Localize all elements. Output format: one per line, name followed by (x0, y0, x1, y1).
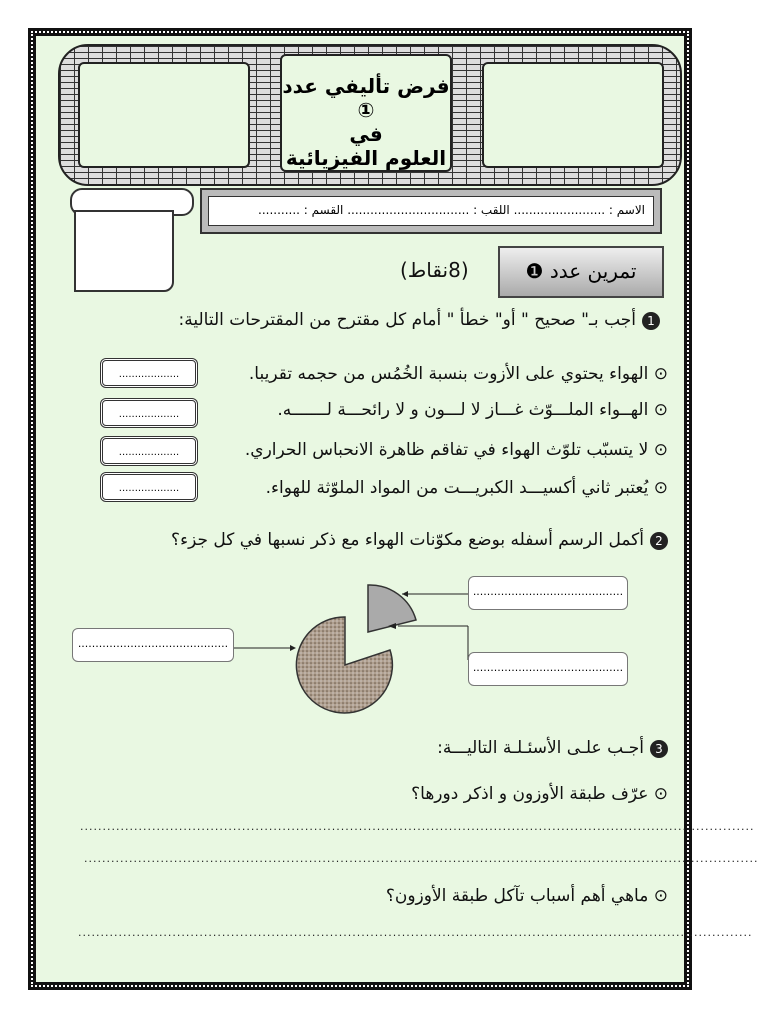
q1-item: ⊙ الهواء يحتوي على الأزوت بنسبة الخُمُس من حجمه تقريبا. (248, 364, 668, 384)
q3-sub1-text: عرّف طبقة الأوزون و اذكر دورها؟ (411, 784, 649, 804)
header-title-panel (280, 54, 452, 172)
answer-box[interactable]: ................... (100, 398, 198, 428)
q2-text: أكمل الرسم أسفله بوضع مكوّنات الهواء مع ذكر نسبها في كل جزء؟ (171, 530, 644, 550)
q3-text: أجـب علـى الأسئـلـة التاليـــة: (437, 738, 644, 758)
air-composition-pie (230, 570, 470, 700)
q3-number: 3 (650, 740, 668, 758)
q3-sub2: ⊙ ماهي أهم أسباب تآكل طبقة الأوزون؟ (385, 886, 668, 906)
answer-box[interactable]: ................... (100, 436, 198, 466)
exam-title-in: في (349, 122, 383, 146)
pie-large-slice (296, 617, 392, 713)
exam-title: فرض تأليفي عدد ① (282, 74, 450, 122)
q1-item: ⊙ الهــواء الملـــوّث غـــاز لا لـــون و لا رائحـــة لـــــــه. (277, 400, 668, 420)
header-right-panel (482, 62, 664, 168)
answer-box[interactable]: ................... (100, 358, 198, 388)
q1-text: أجب بـ" صحيح " أو" خطأ " أمام كل مقترح من المقترحات التالية: (178, 310, 636, 330)
student-info-box (200, 188, 662, 234)
q1-item: ⊙ لا يتسبّب تلوّث الهواء في تفاقم ظاهرة الانحباس الحراري. (244, 440, 668, 460)
q1-item-text: الهــواء الملـــوّث غـــاز لا لـــون و لا رائحـــة لـــــــه. (277, 400, 649, 420)
q1-instruction (179, 310, 660, 330)
q3-sub2-text: ماهي أهم أسباب تآكل طبقة الأوزون؟ (385, 886, 649, 906)
q1-item: ⊙ يُعتبر ثاني أكسيـــد الكبريـــت من المواد الملوّثة للهواء. (265, 478, 668, 498)
exam-subject: العلوم الفيزيائية (285, 146, 447, 170)
pie-label-bottom-right[interactable]: ........................................... (468, 652, 628, 686)
q1-item-text: الهواء يحتوي على الأزوت بنسبة الخُمُس من حجمه تقريبا. (248, 364, 649, 384)
answer-line[interactable]: ...................................................................................................................................................... (80, 820, 755, 833)
header-left-panel (78, 62, 250, 168)
exercise-title: تمرين عدد ❶ (498, 246, 664, 298)
grade-scroll (60, 188, 190, 292)
q1-item-text: لا يتسبّب تلوّث الهواء في تفاقم ظاهرة الانحباس الحراري. (244, 440, 649, 460)
pie-label-left[interactable]: ........................................... (72, 628, 234, 662)
q1-item-text: يُعتبر ثاني أكسيـــد الكبريـــت من المواد الملوّثة للهواء. (265, 478, 649, 498)
q3-instruction (437, 738, 668, 758)
q1-number: 1 (642, 312, 660, 330)
q2-number: 2 (650, 532, 668, 550)
answer-line[interactable]: ...................................................................................................................................................... (78, 926, 753, 939)
answer-line[interactable]: ...................................................................................................................................................... (84, 852, 759, 865)
answer-box[interactable]: ................... (100, 472, 198, 502)
q2-instruction (171, 530, 668, 550)
student-info-fields[interactable]: الاسم : ........................ اللقب : ................................ القسم : ........... (208, 196, 654, 226)
pie-label-top-right[interactable]: ........................................... (468, 576, 628, 610)
exercise-points: (8نقاط) (400, 258, 469, 282)
q3-sub1: ⊙ عرّف طبقة الأوزون و اذكر دورها؟ (411, 784, 668, 804)
